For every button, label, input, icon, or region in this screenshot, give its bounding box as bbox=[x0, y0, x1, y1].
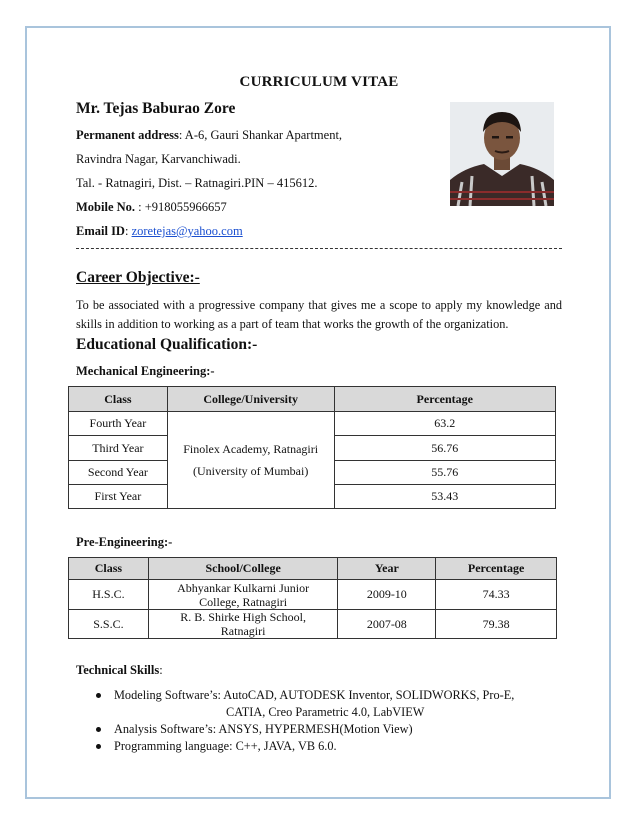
candidate-name: Mr. Tejas Baburao Zore bbox=[76, 100, 236, 117]
pre-header-class: Class bbox=[69, 558, 149, 580]
mech-percentage-cell: 55.76 bbox=[334, 461, 555, 485]
list-item bbox=[94, 687, 514, 721]
address-line-3: Tal. - Ratnagiri, Dist. – Ratnagiri.PIN – 415612. bbox=[76, 176, 318, 190]
career-objective-text: To be associated with a progressive company that gives me a scope to apply my knowledge and skills in addition to working as a part of team that works the growth of the organization. bbox=[76, 298, 562, 331]
mech-class-cell: Second Year bbox=[69, 461, 168, 485]
skill-line1: Programming language: C++, JAVA, VB 6.0. bbox=[114, 739, 337, 753]
pre-percentage-cell: 74.33 bbox=[436, 580, 557, 610]
mech-header-class: Class bbox=[69, 387, 168, 412]
mech-college-cell bbox=[167, 412, 334, 509]
pre-school-line2: Ratnagiri bbox=[220, 624, 266, 638]
career-objective-heading: Career Objective:- bbox=[76, 269, 200, 286]
mech-class-cell: Third Year bbox=[69, 436, 168, 461]
permanent-address-value: : A-6, Gauri Shankar Apartment, bbox=[178, 128, 343, 142]
skills-list bbox=[94, 687, 514, 755]
education-heading: Educational Qualification:- bbox=[76, 336, 258, 353]
mechanical-table bbox=[68, 386, 556, 509]
document-title: CURRICULUM VITAE bbox=[239, 74, 399, 90]
technical-skills-heading: Technical Skills bbox=[76, 663, 160, 677]
pre-engineering-heading: Pre-Engineering:- bbox=[76, 535, 173, 549]
address-line-2: Ravindra Nagar, Karvanchiwadi. bbox=[76, 152, 241, 166]
mech-college-line1: Finolex Academy, Ratnagiri bbox=[183, 442, 319, 456]
pre-year-cell: 2009-10 bbox=[338, 580, 436, 610]
table-row bbox=[69, 580, 557, 610]
mech-class-cell: First Year bbox=[69, 485, 168, 509]
mechanical-table-header bbox=[69, 387, 556, 412]
mech-header-percentage: Percentage bbox=[334, 387, 555, 412]
mech-class-cell: Fourth Year bbox=[69, 412, 168, 436]
table-row bbox=[69, 610, 557, 639]
email-line bbox=[76, 224, 243, 239]
email-link[interactable]: zoretejas@yahoo.com bbox=[131, 224, 243, 238]
separator-dashes bbox=[76, 248, 562, 249]
mech-college-line2: (University of Mumbai) bbox=[193, 464, 309, 478]
pre-school-cell bbox=[148, 580, 338, 610]
email-separator: : bbox=[124, 224, 132, 238]
pre-header-school: School/College bbox=[148, 558, 338, 580]
table-row bbox=[69, 412, 556, 436]
skill-line1: Analysis Software’s: ANSYS, HYPERMESH(Motion View) bbox=[114, 722, 413, 736]
pre-school-line1: Abhyankar Kulkarni Junior bbox=[177, 580, 310, 595]
pre-table-header bbox=[69, 558, 557, 580]
permanent-address-label: Permanent address bbox=[76, 128, 179, 142]
mobile-value: : +918055966657 bbox=[135, 200, 227, 214]
pre-school-line2: College, Ratnagiri bbox=[199, 594, 288, 609]
skill-line2: CATIA, Creo Parametric 4.0, LabVIEW bbox=[226, 705, 425, 719]
pre-class-cell: S.S.C. bbox=[69, 610, 149, 639]
profile-photo bbox=[450, 102, 554, 206]
mechanical-heading: Mechanical Engineering:- bbox=[76, 364, 215, 378]
mobile-label: Mobile No. bbox=[76, 200, 136, 214]
mech-header-college: College/University bbox=[167, 387, 334, 412]
technical-skills-heading-line bbox=[76, 663, 163, 678]
list-item bbox=[94, 721, 514, 738]
technical-skills-colon: : bbox=[159, 663, 163, 677]
pre-header-year: Year bbox=[338, 558, 436, 580]
pre-class-cell: H.S.C. bbox=[69, 580, 149, 610]
email-label: Email ID bbox=[76, 224, 125, 238]
mech-percentage-cell: 53.43 bbox=[334, 485, 555, 509]
profile-photo-icon bbox=[450, 102, 554, 206]
list-item bbox=[94, 738, 514, 755]
pre-header-percentage: Percentage bbox=[436, 558, 557, 580]
pre-engineering-table bbox=[68, 557, 557, 639]
skill-line1: Modeling Software’s: AutoCAD, AUTODESK Inventor, SOLIDWORKS, Pro-E, bbox=[114, 688, 515, 702]
mech-percentage-cell: 56.76 bbox=[334, 436, 555, 461]
pre-percentage-cell: 79.38 bbox=[436, 610, 557, 639]
pre-school-cell bbox=[148, 610, 338, 639]
mobile-line bbox=[76, 200, 227, 215]
pre-year-cell: 2007-08 bbox=[338, 610, 436, 639]
mech-percentage-cell: 63.2 bbox=[334, 412, 555, 436]
pre-school-line1: R. B. Shirke High School, bbox=[180, 610, 306, 624]
permanent-address-line bbox=[76, 128, 342, 143]
